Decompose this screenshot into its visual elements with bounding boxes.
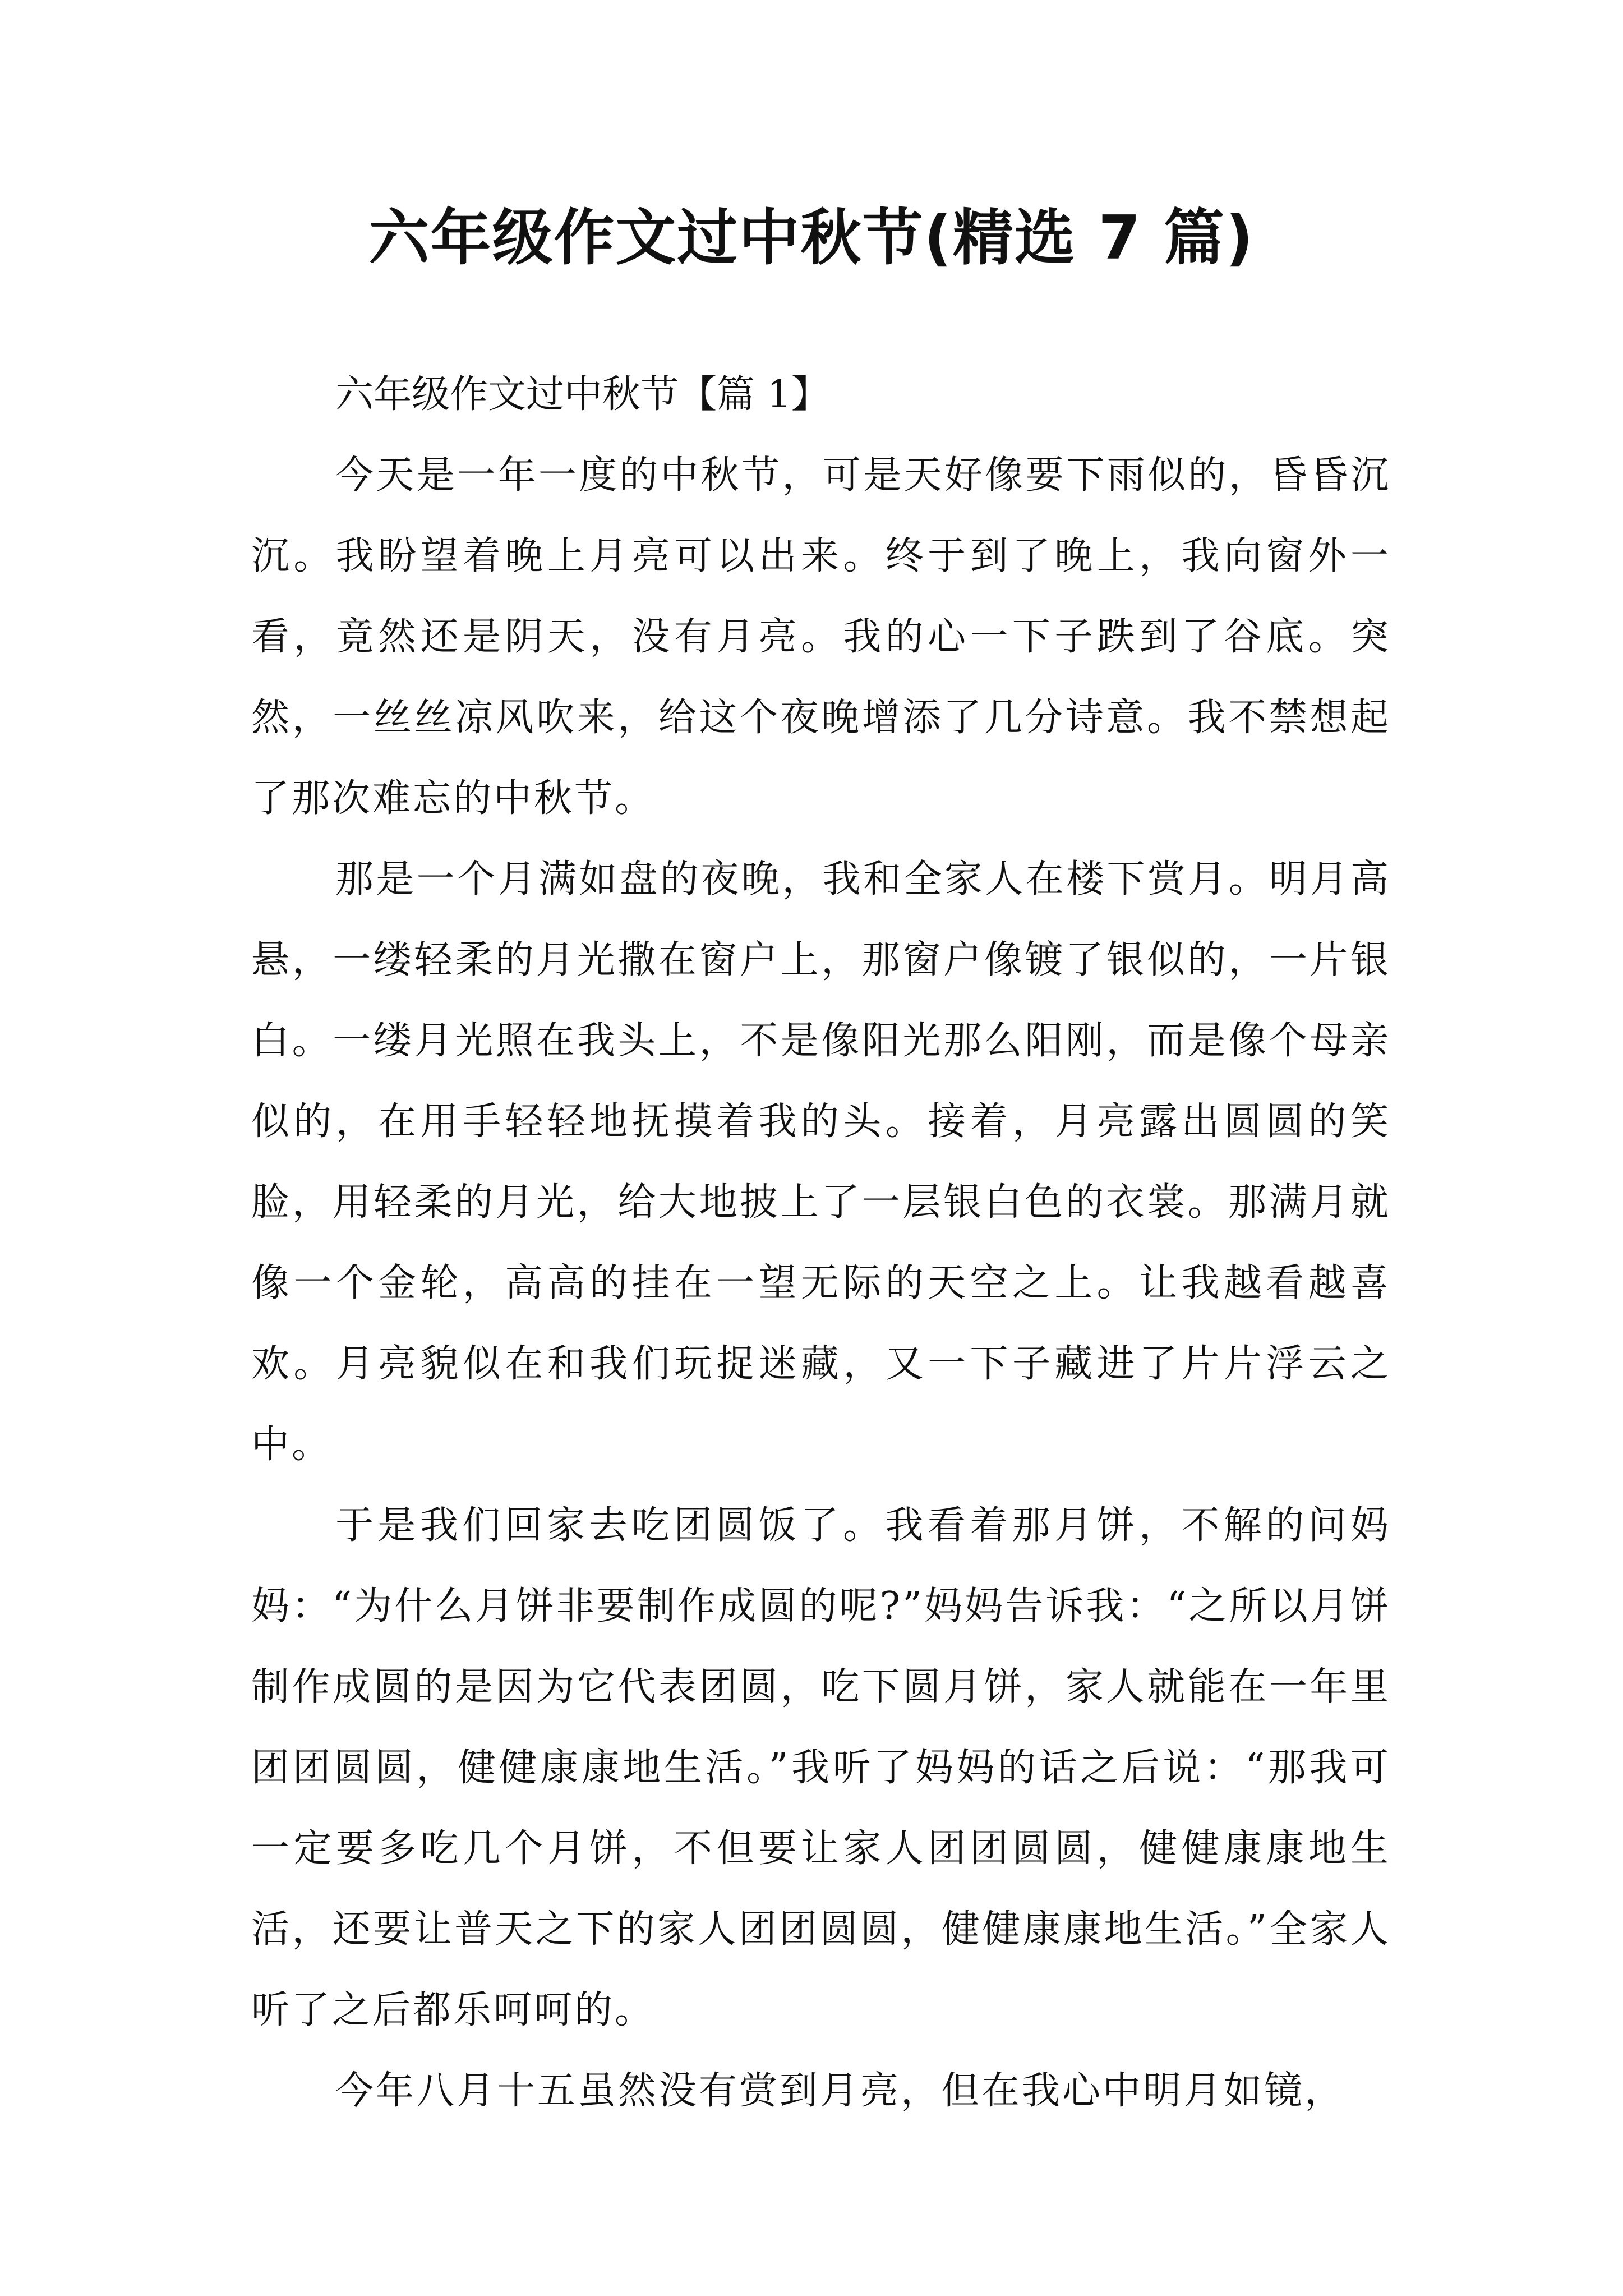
paragraph-4: 今年八月十五虽然没有赏到月亮，但在我心中明月如镜， [335,2069,1345,2113]
document-title: 六年级作文过中秋节(精选 7 篇) [368,203,1255,273]
section-heading: 六年级作文过中秋节【篇 1】 [335,372,829,417]
document-body [251,355,1391,2132]
paragraph-2: 那是一个月满如盘的夜晚，我和全家人在楼下赏月。明月高悬，一缕轻柔的月光撒在窗户上，那窗户像镀了银似的，一片银白。一缕月光照在我头上，不是像阳光那么阳刚，而是像个母亲似的，在用手轻轻地抚摸着我的头。接着，月亮露出圆圆的笑脸，用轻柔的月光，给大地披上了一层银白色的衣裳。那满月就像一个金轮，高高的挂在一望无际的天空之上。让我越看越喜欢。月亮貌似在和我们玩捉迷藏，又一下子藏进了片片浮云之中。 [251,857,1391,1467]
paragraph-1: 今天是一年一度的中秋节，可是天好像要下雨似的，昏昏沉沉。我盼望着晚上月亮可以出来。终于到了晚上，我向窗外一看，竟然还是阴天，没有月亮。我的心一下子跌到了谷底。突然，一丝丝凉风吹来，给这个夜晚增添了几分诗意。我不禁想起了那次难忘的中秋节。 [251,453,1391,821]
paragraph-3: 于是我们回家去吃团圆饭了。我看着那月饼，不解的问妈妈：“为什么月饼非要制作成圆的呢?”妈妈告诉我：“之所以月饼制作成圆的是因为它代表团圆，吃下圆月饼，家人就能在一年里团团圆圆，健健康康地生活。”我听了妈妈的话之后说：“那我可一定要多吃几个月饼，不但要让家人团团圆圆，健健康康地生活，还要让普天之下的家人团团圆圆，健健康康地生活。”全家人听了之后都乐呵呵的。 [251,1503,1391,2032]
